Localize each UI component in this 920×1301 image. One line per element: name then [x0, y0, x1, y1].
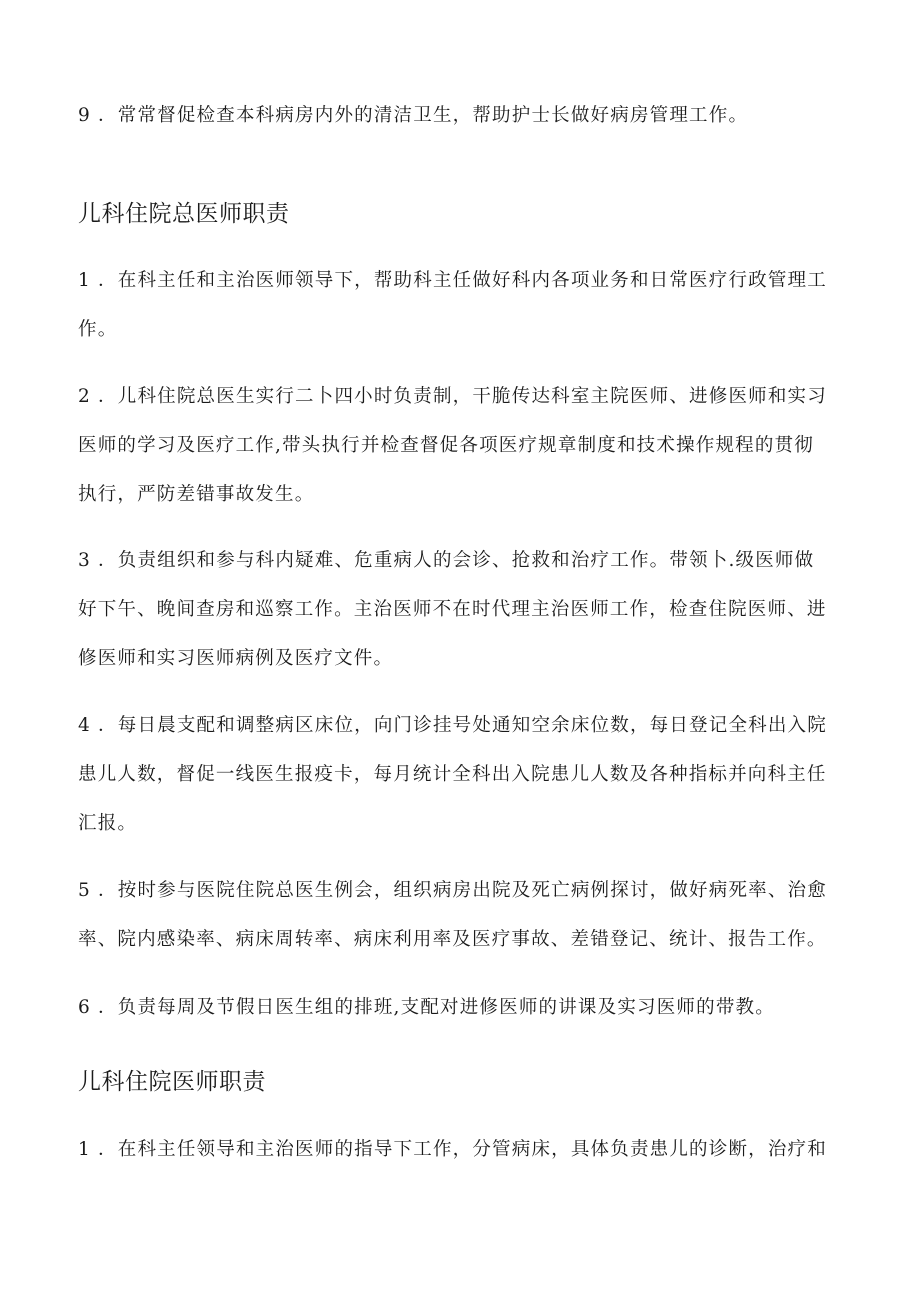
duty-item-6: 6 ．负责每周及节假日医生组的排班,支配对进修医师的讲课及实习医师的带教。 [78, 997, 775, 1018]
section-title-chief-resident: 儿科住院总医师职责 [78, 201, 290, 227]
duty-item-5-line-2: 率、院内感染率、病床周转率、病床利用率及医疗事故、差错登记、统计、报告工作。 [78, 929, 827, 950]
duty-item-4-line-1: 4 ．每日晨支配和调整病区床位，向门诊挂号处通知空余床位数，每日登记全科出入院 [78, 715, 827, 736]
duty-item-1-line-2: 作。 [78, 319, 118, 340]
duty-item-3-line-1: 3 ．负责组织和参与科内疑难、危重病人的会诊、抢救和治疗工作。带领卜.级医师做 [78, 550, 815, 571]
duty-item-9: 9 ．常常督促检查本科病房内外的清洁卫生，帮助护士长做好病房管理工作。 [78, 105, 749, 126]
duty-item-2-line-2: 医师的学习及医疗工作,带头执行并检查督促各项医疗规章制度和技术操作规程的贯彻 [78, 435, 814, 456]
resident-duty-item-1-line-1: 1 ．在科主任领导和主治医师的指导下工作，分管病床，具体负责患儿的诊断，治疗和 [78, 1139, 827, 1160]
duty-item-2-line-1: 2 ．儿科住院总医生实行二卜四小时负责制，干脆传达科室主院医师、进修医师和实习 [78, 386, 827, 407]
section-title-resident: 儿科住院医师职责 [78, 1069, 266, 1095]
duty-item-3-line-2: 好下午、晚间查房和巡察工作。主治医师不在时代理主治医师工作，检查住院医师、进 [78, 599, 827, 620]
duty-item-2-line-3: 执行，严防差错事故发生。 [78, 484, 315, 505]
duty-item-3-line-3: 修医师和实习医师病例及医疗文件。 [78, 648, 394, 669]
duty-item-4-line-2: 患儿人数，督促一线医生报疫卡，每月统计全科出入院患儿人数及各种指标并向科主任 [78, 764, 827, 785]
duty-item-1-line-1: 1 ．在科主任和主治医师领导下，帮助科主任做好科内各项业务和日常医疗行政管理工 [78, 270, 827, 291]
duty-item-4-line-3: 汇报。 [78, 813, 138, 834]
duty-item-5-line-1: 5 ．按时参与医院住院总医生例会，组织病房出院及死亡病例探讨，做好病死率、治愈 [78, 880, 827, 901]
